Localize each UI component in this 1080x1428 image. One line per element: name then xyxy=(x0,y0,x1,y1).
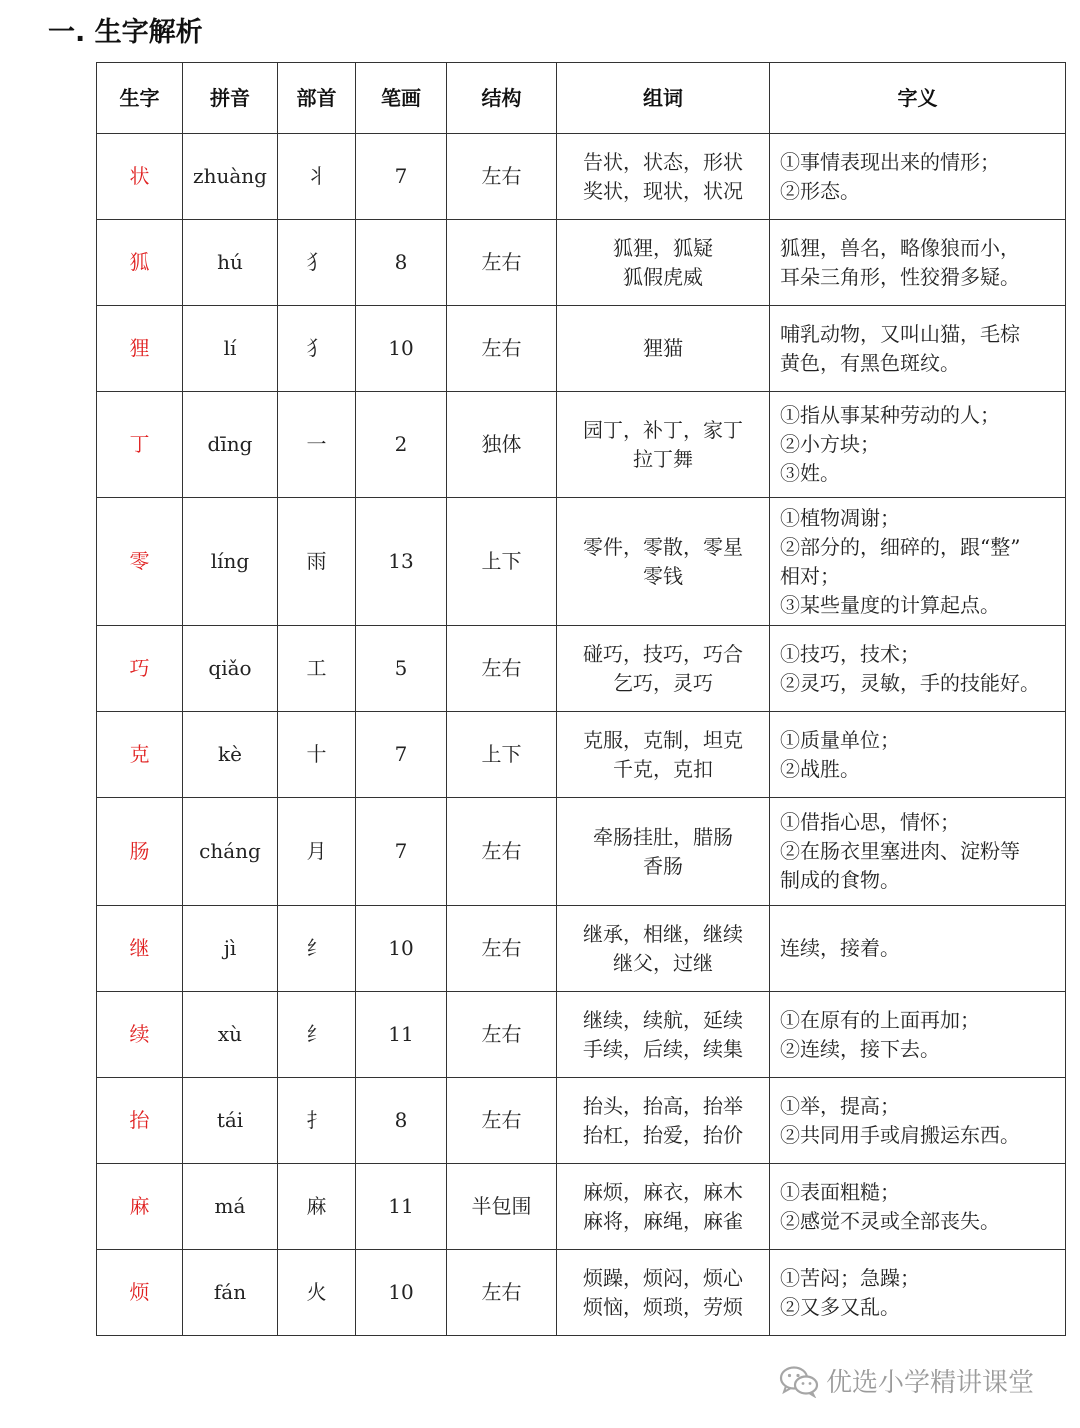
word-line: 烦躁，烦闷，烦心 xyxy=(583,1265,743,1290)
meaning-line: ②战胜。 xyxy=(780,756,860,781)
pinyin-cell: tái xyxy=(183,1078,278,1164)
meaning-cell xyxy=(770,220,1066,306)
word-line: 牵肠挂肚，腊肠 xyxy=(593,824,733,849)
meaning-line: ①借指心思，情怀； xyxy=(780,810,960,834)
footer-watermark xyxy=(778,1362,1034,1399)
structure-cell: 左右 xyxy=(447,1250,557,1336)
meaning-line: ①举，提高； xyxy=(780,1093,900,1118)
word-line: 碰巧，技巧，巧合 xyxy=(583,641,743,666)
meaning-cell xyxy=(770,798,1066,906)
word-line: 继续，续航，延续 xyxy=(583,1007,743,1032)
structure-cell: 左右 xyxy=(447,992,557,1078)
radical-cell: 犭 xyxy=(278,306,356,392)
radical-cell: 纟 xyxy=(278,992,356,1078)
meaning-line: ①在原有的上面再加； xyxy=(780,1007,980,1032)
strokes-cell: 8 xyxy=(356,1078,447,1164)
char-cell: 继 xyxy=(97,906,183,992)
meaning-line: ②在肠衣里塞进肉、淀粉等 xyxy=(780,839,1020,863)
radical-cell: 扌 xyxy=(278,1078,356,1164)
meaning-line: ①表面粗糙； xyxy=(780,1179,900,1204)
radical-cell: 月 xyxy=(278,798,356,906)
char-cell: 烦 xyxy=(97,1250,183,1336)
section-title: 一. 生字解析 xyxy=(48,17,203,48)
char-cell: 续 xyxy=(97,992,183,1078)
meaning-line: ②感觉不灵或全部丧失。 xyxy=(780,1208,1000,1233)
header-char: 生字 xyxy=(97,63,183,134)
radical-cell: 十 xyxy=(278,712,356,798)
table-row xyxy=(97,306,1066,392)
word-line: 麻烦，麻衣，麻木 xyxy=(583,1179,743,1204)
table-row xyxy=(97,906,1066,992)
table-row xyxy=(97,626,1066,712)
word-line: 零钱 xyxy=(643,563,683,588)
strokes-cell: 11 xyxy=(356,992,447,1078)
word-line: 零件，零散，零星 xyxy=(583,534,743,559)
meaning-line: ①事情表现出来的情形； xyxy=(780,149,1000,174)
char-cell: 狸 xyxy=(97,306,183,392)
strokes-cell: 5 xyxy=(356,626,447,712)
meaning-cell xyxy=(770,626,1066,712)
words-cell xyxy=(557,1250,770,1336)
meaning-line: ①指从事某种劳动的人； xyxy=(780,403,1000,427)
footer-text: 优选小学精讲课堂 xyxy=(826,1368,1035,1398)
structure-cell: 半包围 xyxy=(447,1164,557,1250)
meaning-cell xyxy=(770,992,1066,1078)
strokes-cell: 10 xyxy=(356,306,447,392)
table-row xyxy=(97,134,1066,220)
structure-cell: 左右 xyxy=(447,906,557,992)
pinyin-cell: cháng xyxy=(183,798,278,906)
meaning-cell xyxy=(770,906,1066,992)
pinyin-cell: zhuàng xyxy=(183,134,278,220)
word-line: 狸猫 xyxy=(643,336,683,360)
meaning-line: ②灵巧，灵敏，手的技能好。 xyxy=(780,670,1040,695)
meaning-cell xyxy=(770,134,1066,220)
words-cell xyxy=(557,626,770,712)
char-cell: 状 xyxy=(97,134,183,220)
wechat-icon xyxy=(778,1364,820,1398)
table-row xyxy=(97,220,1066,306)
strokes-cell: 2 xyxy=(356,392,447,498)
word-line: 抬头，抬高，抬举 xyxy=(583,1093,743,1118)
header-strokes: 笔画 xyxy=(356,63,447,134)
pinyin-cell: má xyxy=(183,1164,278,1250)
radical-cell: 雨 xyxy=(278,498,356,626)
words-cell xyxy=(557,220,770,306)
table-row xyxy=(97,498,1066,626)
table-row xyxy=(97,392,1066,498)
structure-cell: 左右 xyxy=(447,626,557,712)
vocabulary-table xyxy=(96,62,1066,1336)
meaning-cell xyxy=(770,498,1066,626)
word-line: 手续，后续，续集 xyxy=(583,1036,743,1061)
words-cell xyxy=(557,392,770,498)
meaning-line: 相对； xyxy=(780,563,840,588)
words-cell xyxy=(557,498,770,626)
structure-cell: 上下 xyxy=(447,712,557,798)
word-line: 千克，克扣 xyxy=(613,756,713,781)
strokes-cell: 7 xyxy=(356,798,447,906)
pinyin-cell: jì xyxy=(183,906,278,992)
meaning-line: ②小方块； xyxy=(780,432,880,456)
word-line: 克服，克制，坦克 xyxy=(583,727,743,752)
word-line: 乞巧，灵巧 xyxy=(613,670,713,695)
meaning-cell xyxy=(770,712,1066,798)
word-line: 告状，状态，形状 xyxy=(583,149,743,174)
meaning-line: 狐狸，兽名，略像狼而小， xyxy=(780,235,1020,260)
words-cell xyxy=(557,1078,770,1164)
header-radical: 部首 xyxy=(278,63,356,134)
meaning-line: ①苦闷；急躁； xyxy=(780,1265,920,1290)
pinyin-cell: fán xyxy=(183,1250,278,1336)
table-header-row xyxy=(97,63,1066,134)
radical-cell: 丬 xyxy=(278,134,356,220)
pinyin-cell: kè xyxy=(183,712,278,798)
structure-cell: 上下 xyxy=(447,498,557,626)
meaning-cell xyxy=(770,392,1066,498)
radical-cell: 火 xyxy=(278,1250,356,1336)
pinyin-cell: dīng xyxy=(183,392,278,498)
meaning-line: ①植物凋谢； xyxy=(780,505,900,530)
word-line: 烦恼，烦琐，劳烦 xyxy=(583,1294,743,1319)
pinyin-cell: líng xyxy=(183,498,278,626)
header-pinyin: 拼音 xyxy=(183,63,278,134)
meaning-line: ②又多又乱。 xyxy=(780,1294,900,1319)
meaning-line: ②部分的，细碎的，跟“整” xyxy=(780,534,1021,559)
pinyin-cell: hú xyxy=(183,220,278,306)
table-row xyxy=(97,1250,1066,1336)
char-cell: 抬 xyxy=(97,1078,183,1164)
radical-cell: 麻 xyxy=(278,1164,356,1250)
structure-cell: 左右 xyxy=(447,134,557,220)
char-cell: 零 xyxy=(97,498,183,626)
meaning-line: 制成的食物。 xyxy=(780,868,900,892)
meaning-cell xyxy=(770,306,1066,392)
char-cell: 狐 xyxy=(97,220,183,306)
table-row xyxy=(97,712,1066,798)
char-cell: 丁 xyxy=(97,392,183,498)
word-line: 狐狸，狐疑 xyxy=(613,235,713,260)
word-line: 拉丁舞 xyxy=(633,446,693,471)
header-words: 组词 xyxy=(557,63,770,134)
radical-cell: 工 xyxy=(278,626,356,712)
meaning-line: 连续，接着。 xyxy=(780,936,900,960)
structure-cell: 独体 xyxy=(447,392,557,498)
meaning-line: ②连续，接下去。 xyxy=(780,1036,940,1061)
words-cell xyxy=(557,134,770,220)
meaning-line: ②共同用手或肩搬运东西。 xyxy=(780,1122,1020,1147)
meaning-line: ③姓。 xyxy=(780,461,840,485)
pinyin-cell: xù xyxy=(183,992,278,1078)
meaning-line: ②形态。 xyxy=(780,178,860,203)
meaning-line: ③某些量度的计算起点。 xyxy=(780,592,1000,617)
word-line: 香肠 xyxy=(643,853,683,878)
meaning-cell xyxy=(770,1250,1066,1336)
char-cell: 巧 xyxy=(97,626,183,712)
word-line: 奖状，现状，状况 xyxy=(583,178,743,203)
strokes-cell: 10 xyxy=(356,1250,447,1336)
word-line: 园丁，补丁，家丁 xyxy=(583,417,743,442)
strokes-cell: 8 xyxy=(356,220,447,306)
strokes-cell: 10 xyxy=(356,906,447,992)
char-cell: 麻 xyxy=(97,1164,183,1250)
word-line: 抬杠，抬爱，抬价 xyxy=(583,1122,743,1147)
meaning-line: 黄色，有黑色斑纹。 xyxy=(780,350,960,375)
char-cell: 肠 xyxy=(97,798,183,906)
strokes-cell: 11 xyxy=(356,1164,447,1250)
meaning-line: 哺乳动物，又叫山猫，毛棕 xyxy=(780,321,1020,346)
table-row xyxy=(97,798,1066,906)
meaning-line: ①技巧，技术； xyxy=(780,641,920,666)
strokes-cell: 7 xyxy=(356,712,447,798)
words-cell xyxy=(557,798,770,906)
structure-cell: 左右 xyxy=(447,306,557,392)
pinyin-cell: qiǎo xyxy=(183,626,278,712)
radical-cell: 一 xyxy=(278,392,356,498)
strokes-cell: 7 xyxy=(356,134,447,220)
structure-cell: 左右 xyxy=(447,1078,557,1164)
words-cell xyxy=(557,906,770,992)
char-cell: 克 xyxy=(97,712,183,798)
words-cell xyxy=(557,1164,770,1250)
meaning-cell xyxy=(770,1078,1066,1164)
radical-cell: 犭 xyxy=(278,220,356,306)
words-cell xyxy=(557,306,770,392)
strokes-cell: 13 xyxy=(356,498,447,626)
meaning-line: ①质量单位； xyxy=(780,727,900,752)
table-row xyxy=(97,1078,1066,1164)
table-row xyxy=(97,992,1066,1078)
header-meaning: 字义 xyxy=(770,63,1066,134)
word-line: 继承，相继，继续 xyxy=(583,921,743,946)
word-line: 麻将，麻绳，麻雀 xyxy=(583,1208,743,1233)
structure-cell: 左右 xyxy=(447,220,557,306)
words-cell xyxy=(557,712,770,798)
meaning-cell xyxy=(770,1164,1066,1250)
pinyin-cell: lí xyxy=(183,306,278,392)
word-line: 继父，过继 xyxy=(613,950,713,975)
table-row xyxy=(97,1164,1066,1250)
word-line: 狐假虎威 xyxy=(623,264,703,289)
structure-cell: 左右 xyxy=(447,798,557,906)
header-structure: 结构 xyxy=(447,63,557,134)
radical-cell: 纟 xyxy=(278,906,356,992)
words-cell xyxy=(557,992,770,1078)
meaning-line: 耳朵三角形，性狡猾多疑。 xyxy=(780,264,1020,289)
